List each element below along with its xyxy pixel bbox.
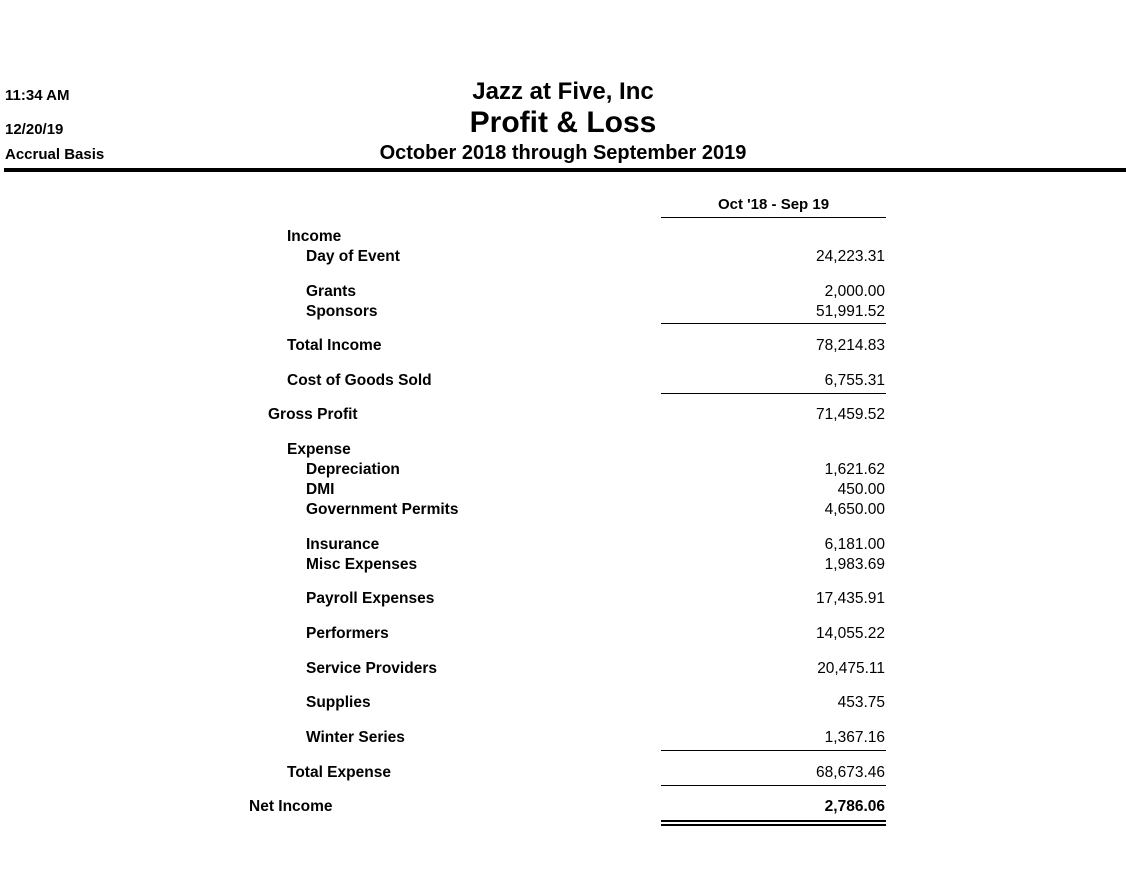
row-amount: 78,214.83 — [816, 337, 885, 354]
row-label: Total Expense — [287, 764, 391, 781]
row-net-income — [0, 798, 1126, 818]
row-winter-series — [0, 729, 1126, 749]
row-amount: 4,650.00 — [824, 501, 885, 518]
row-gross-profit — [0, 406, 1126, 426]
column-header-rule — [661, 217, 886, 218]
row-label: DMI — [306, 481, 335, 498]
row-amount: 1,983.69 — [824, 556, 885, 573]
row-amount: 453.75 — [837, 694, 885, 711]
row-supplies — [0, 694, 1126, 714]
subtotal-rule — [661, 393, 886, 394]
row-label: Gross Profit — [268, 406, 358, 423]
row-dmi — [0, 481, 1126, 501]
row-amount: 6,755.31 — [824, 372, 885, 389]
row-service-providers — [0, 660, 1126, 680]
row-misc-expenses — [0, 556, 1126, 576]
row-label: Insurance — [306, 536, 380, 553]
row-expense-header — [0, 441, 1126, 461]
row-label: Net Income — [249, 798, 333, 815]
row-total-income — [0, 337, 1126, 357]
row-amount: 20,475.11 — [817, 660, 885, 677]
column-header: Oct '18 - Sep 19 — [717, 196, 830, 213]
row-cost-of-goods-sold — [0, 372, 1126, 392]
row-label: Expense — [287, 441, 351, 458]
report-basis: Accrual Basis — [5, 146, 105, 163]
subtotal-rule — [661, 750, 886, 751]
row-amount: 2,786.06 — [824, 798, 885, 815]
row-amount: 71,459.52 — [816, 406, 885, 423]
row-label: Grants — [306, 283, 356, 300]
row-sponsors — [0, 303, 1126, 323]
row-label: Payroll Expenses — [306, 590, 435, 607]
subtotal-rule — [661, 323, 886, 324]
row-label: Cost of Goods Sold — [287, 372, 432, 389]
report-time: 11:34 AM — [5, 87, 70, 104]
row-amount: 51,991.52 — [816, 303, 885, 320]
row-label: Service Providers — [306, 660, 437, 677]
row-amount: 2,000.00 — [824, 283, 885, 300]
row-amount: 450.00 — [837, 481, 885, 498]
row-amount: 68,673.46 — [816, 764, 885, 781]
row-day-of-event — [0, 248, 1126, 268]
row-amount: 6,181.00 — [824, 536, 885, 553]
double-underline-bottom — [661, 824, 886, 826]
header-divider — [4, 168, 1126, 172]
row-label: Sponsors — [306, 303, 378, 320]
row-amount: 1,367.16 — [824, 729, 885, 746]
row-label: Performers — [306, 625, 389, 642]
report-title: Profit & Loss — [469, 106, 657, 139]
row-performers — [0, 625, 1126, 645]
row-label: Supplies — [306, 694, 371, 711]
row-grants — [0, 283, 1126, 303]
row-insurance — [0, 536, 1126, 556]
row-government-permits — [0, 501, 1126, 521]
row-amount: 17,435.91 — [816, 590, 885, 607]
report-date: 12/20/19 — [5, 121, 64, 138]
row-depreciation — [0, 461, 1126, 481]
row-amount: 1,621.62 — [824, 461, 885, 478]
row-label: Winter Series — [306, 729, 405, 746]
row-total-expense — [0, 764, 1126, 784]
company-name: Jazz at Five, Inc — [472, 78, 654, 105]
row-income-header — [0, 228, 1126, 248]
row-label: Day of Event — [306, 248, 400, 265]
row-label: Income — [287, 228, 342, 245]
row-label: Depreciation — [306, 461, 400, 478]
row-label: Government Permits — [306, 501, 459, 518]
row-label: Misc Expenses — [306, 556, 418, 573]
subtotal-rule — [661, 785, 886, 786]
row-amount: 14,055.22 — [816, 625, 885, 642]
double-underline-top — [661, 820, 886, 822]
report-period: October 2018 through September 2019 — [379, 142, 747, 164]
row-payroll-expenses — [0, 590, 1126, 610]
row-amount: 24,223.31 — [816, 248, 885, 265]
row-label: Total Income — [287, 337, 382, 354]
